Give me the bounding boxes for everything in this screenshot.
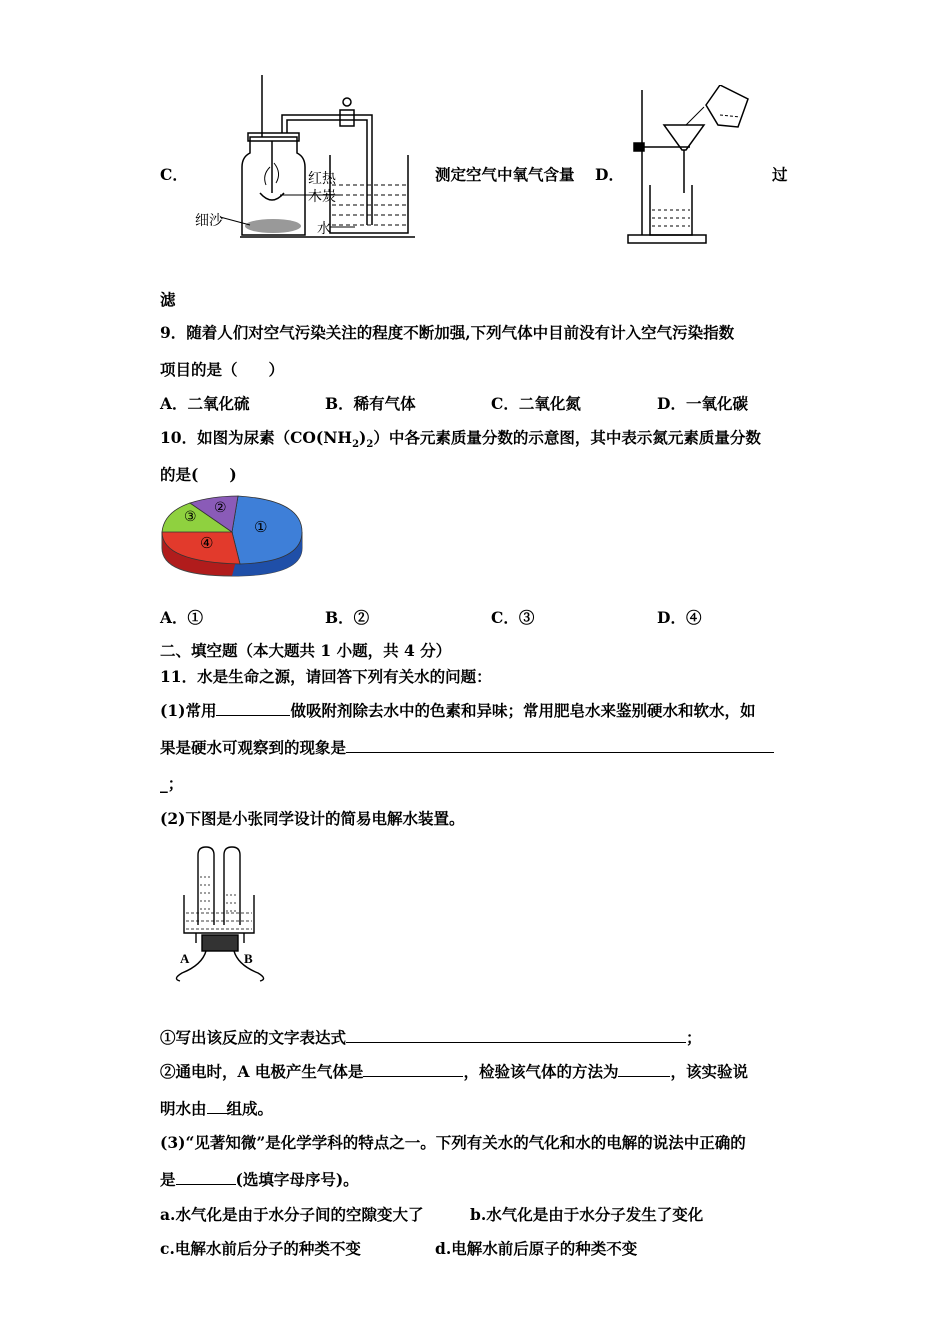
- electrode-label-a: A: [180, 951, 190, 966]
- q9-stem-line2: 项目的是（ ）: [160, 360, 285, 379]
- blank-correct-choice[interactable]: [176, 1169, 236, 1185]
- q11-part1-line3: _；: [160, 774, 184, 793]
- option-d-label: D．: [595, 165, 624, 184]
- option-c-caption: 测定空气中氧气含量: [435, 165, 575, 184]
- q10-option-a: A．①: [160, 608, 204, 627]
- q9-stem-line1: 9．随着人们对空气污染关注的程度不断加强,下列气体中目前没有计入空气污染指数: [160, 323, 735, 342]
- q11-part1-line2: 果是硬水可观察到的现象是: [160, 737, 774, 758]
- q11-part1-line1: (1)常用 做吸附剂除去水中的色素和异味；常用肥皂水来鉴别硬水和软水，如: [160, 701, 756, 720]
- q9-option-d: D．一氧化碳: [657, 394, 748, 413]
- q10-option-c: C．③: [491, 608, 535, 627]
- option-d-caption-2: 滤: [160, 290, 176, 309]
- blank-composition[interactable]: [207, 1098, 227, 1114]
- q9-option-a: A．二氧化硫: [160, 394, 250, 413]
- pie-label-2: ②: [214, 500, 227, 516]
- label-hot: 红热: [308, 170, 336, 186]
- blank-test-method[interactable]: [618, 1061, 670, 1077]
- pie-label-4: ④: [200, 534, 214, 552]
- q9-option-c: C．二氧化氮: [491, 394, 581, 413]
- q11-stem: 11．水是生命之源，请回答下列有关水的问题：: [160, 667, 492, 686]
- oxygen-content-apparatus-figure: [190, 75, 420, 245]
- q11-part2-2-line1: ②通电时，A 电极产生气体是 ，检验该气体的方法为 ，该实验说: [160, 1062, 748, 1081]
- label-sand: 细沙: [195, 212, 223, 228]
- q11-option-c: c.电解水前后分子的种类不变: [160, 1239, 361, 1258]
- option-c-label: C．: [160, 165, 188, 184]
- filtration-apparatus-figure: [620, 85, 760, 250]
- q10-option-d: D．④: [657, 608, 702, 627]
- q11-part2-1: ①写出该反应的文字表达式 ；: [160, 1028, 702, 1047]
- electrolysis-apparatus-figure: [172, 845, 272, 990]
- q11-part2-intro: (2)下图是小张同学设计的简易电解水装置。: [160, 809, 465, 828]
- blank-word-equation[interactable]: [346, 1027, 686, 1043]
- q10-option-b: B．②: [325, 608, 370, 627]
- q11-option-a: a.水气化是由于水分子间的空隙变大了: [160, 1205, 424, 1224]
- q11-part3-line2: 是 (选填字母序号)。: [160, 1170, 359, 1189]
- q11-option-b: b.水气化是由于水分子发生了变化: [470, 1205, 704, 1224]
- label-charcoal: 木炭: [308, 188, 336, 204]
- q11-part2-2-line2: 明水由 组成。: [160, 1099, 274, 1118]
- q9-option-b: B．稀有气体: [325, 394, 416, 413]
- option-d-caption-1: 过: [772, 165, 788, 184]
- q10-stem-line2: 的是( ): [160, 465, 237, 484]
- q10-stem-line1: 10．如图为尿素$(CO(NH_2)_2)$中各元素质量分数的示意图，其中表示氮元素质量分数: [160, 428, 761, 451]
- section-title: 二、填空题（本大题共 1 小题，共 4 分）: [160, 641, 452, 660]
- electrode-label-b: B: [244, 951, 253, 966]
- blank-gas-at-a[interactable]: [363, 1061, 463, 1077]
- blank-hard-water-phenomenon[interactable]: [346, 737, 774, 753]
- label-water: 水: [317, 220, 331, 236]
- q11-part3-line1: (3)“见著知微”是化学学科的特点之一。下列有关水的气化和水的电解的说法中正确的: [160, 1133, 746, 1152]
- pie-label-3: ③: [184, 509, 197, 525]
- q11-option-d: d.电解水前后原子的种类不变: [435, 1239, 638, 1258]
- blank-adsorbent[interactable]: [216, 700, 290, 716]
- pie-label-1: ①: [254, 518, 268, 536]
- urea-pie-chart-figure: [160, 490, 305, 585]
